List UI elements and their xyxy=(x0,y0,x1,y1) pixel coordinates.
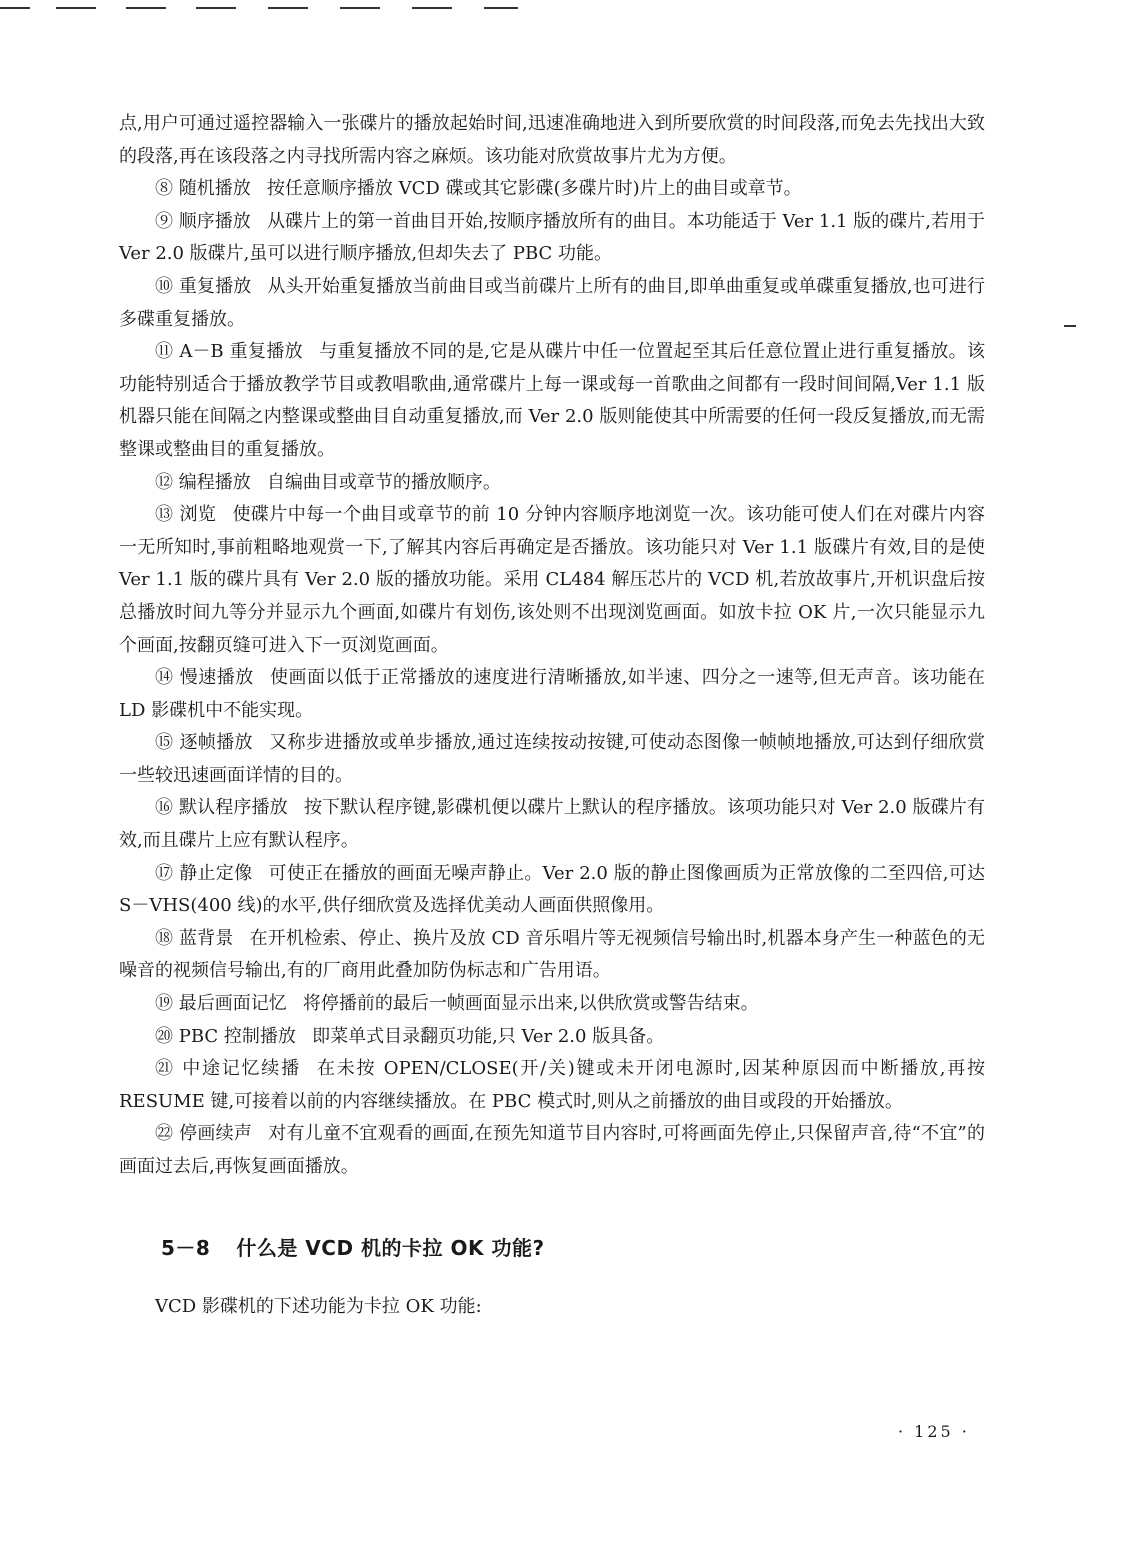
feature-item-10 xyxy=(119,271,985,336)
feature-item-8 xyxy=(119,173,985,206)
top-rule xyxy=(340,7,380,9)
section-title: 什么是 VCD 机的卡拉 OK 功能? xyxy=(236,1235,545,1260)
feature-item-head: ㉑ 中途记忆续播 xyxy=(155,1058,301,1080)
feature-item-head: ⑭ 慢速播放 xyxy=(155,667,254,689)
feature-item-14 xyxy=(119,662,985,727)
intro-paragraph: 点,用户可通过遥控器输入一张碟片的播放起始时间,迅速准确地进入到所要欣赏的时间段落,而免去先找出大致的段落,再在该段落之内寻找所需内容之麻烦。该功能对欣赏故事片尤为方便。 xyxy=(119,113,985,167)
feature-item-text: 使碟片中每一个曲目或章节的前 10 分钟内容顺序地浏览一次。该功能可使人们在对碟片内容一无所知时,事前粗略地观赏一下,了解其内容后再确定是否播放。该功能只对 Ver 1.1 版碟片有效,目的是使 Ver 1.1 版的碟片具有 Ver 2.0 版的播放功能。采用 CL484 解压芯片的 VCD 机,若放故事片,开机识盘后按总播放时间九等分并显示九个画面,如碟片有划伤,该处则不出现浏览画面。如放卡拉 OK 片,一次只能显示九个画面,按翻页缝可进入下一页浏览画面。 xyxy=(119,504,985,656)
feature-item-11 xyxy=(119,336,985,466)
top-rule xyxy=(412,7,452,9)
feature-item-19 xyxy=(119,988,985,1021)
top-rule xyxy=(56,7,96,9)
feature-item-20 xyxy=(119,1021,985,1054)
feature-item-text: 又称步进播放或单步播放,通过连续按动按键,可使动态图像一帧帧地播放,可达到仔细欣赏一些较迅速画面详情的目的。 xyxy=(119,732,985,786)
feature-item-9 xyxy=(119,206,985,271)
feature-item-text: 可使正在播放的画面无噪声静止。Ver 2.0 版的静止图像画质为正常放像的二至四倍,可达 S－VHS(400 线)的水平,供仔细欣赏及选择优美动人画面供照像用。 xyxy=(119,862,985,917)
margin-mark xyxy=(1064,325,1076,327)
feature-item-text: 与重复播放不同的是,它是从碟片中任一位置起至其后任意位置止进行重复播放。该功能特别适合于播放教学节目或教唱歌曲,通常碟片上每一课或每一首歌曲之间都有一段时间间隔,Ver 1.1 版机器只能在间隔之内整课或整曲目自动重复播放,而 Ver 2.0 版则能使其中所需要的任何一段反复播放,而无需整课或整曲目的重复播放。 xyxy=(119,341,986,460)
section-heading xyxy=(161,1232,985,1261)
feature-item-text: 将停播前的最后一帧画面显示出来,以供欣赏或警告结束。 xyxy=(302,993,759,1015)
feature-item-text: 对有儿童不宜观看的画面,在预先知道节目内容时,可将画面先停止,只保留声音,待“不宜”的画面过去后,再恢复画面播放。 xyxy=(119,1123,985,1177)
feature-item-12 xyxy=(119,467,985,500)
feature-item-16 xyxy=(119,792,985,857)
feature-item-head: ⑮ 逐帧播放 xyxy=(155,732,253,754)
feature-item-18 xyxy=(119,923,985,988)
feature-item-head: ⑱ 蓝背景 xyxy=(155,927,234,949)
feature-item-text: 从碟片上的第一首曲目开始,按顺序播放所有的曲目。本功能适于 Ver 1.1 版的碟片,若用于 Ver 2.0 版碟片,虽可以进行顺序播放,但却失去了 PBC 功能。 xyxy=(119,210,985,265)
feature-item-head: ⑨ 顺序播放 xyxy=(155,210,251,232)
feature-item-head: ⑬ 浏览 xyxy=(155,504,217,526)
top-rule xyxy=(126,7,166,9)
feature-item-text: 使画面以低于正常播放的速度进行清晰播放,如半速、四分之一速等,但无声音。该功能在 LD 影碟机中不能实现。 xyxy=(119,667,985,721)
feature-item-22 xyxy=(119,1118,985,1183)
feature-item-head: ⑪ A－B 重复播放 xyxy=(155,341,304,363)
feature-item-15 xyxy=(119,727,985,792)
page-number: · 125 · xyxy=(898,1422,970,1441)
feature-item-head: ⑲ 最后画面记忆 xyxy=(155,993,287,1015)
top-rule xyxy=(268,7,308,9)
feature-item-head: ⑫ 编程播放 xyxy=(155,471,251,493)
top-rule xyxy=(196,7,236,9)
feature-item-head: ⑳ PBC 控制播放 xyxy=(155,1025,296,1047)
feature-item-text: 按下默认程序键,影碟机便以碟片上默认的程序播放。该项功能只对 Ver 2.0 版碟片有效,而且碟片上应有默认程序。 xyxy=(119,797,985,852)
feature-item-head: ⑯ 默认程序播放 xyxy=(155,797,288,819)
feature-item-text: 自编曲目或章节的播放顺序。 xyxy=(266,471,501,493)
page-body xyxy=(119,108,985,1323)
top-rules xyxy=(0,0,1122,12)
top-rule xyxy=(484,7,518,9)
feature-item-text: 从头开始重复播放当前曲目或当前碟片上所有的曲目,即单曲重复或单碟重复播放,也可进行多碟重复播放。 xyxy=(119,275,985,330)
feature-item-21 xyxy=(119,1053,985,1118)
feature-item-head: ㉒ 停画续声 xyxy=(155,1123,253,1145)
section-intro: VCD 影碟机的下述功能为卡拉 OK 功能: xyxy=(155,1295,482,1317)
feature-item-text: 即菜单式目录翻页功能,只 Ver 2.0 版具备。 xyxy=(312,1025,665,1047)
feature-item-head: ⑩ 重复播放 xyxy=(155,275,252,297)
feature-item-text: 按任意顺序播放 VCD 碟或其它影碟(多碟片时)片上的曲目或章节。 xyxy=(266,178,802,200)
feature-item-13 xyxy=(119,499,985,662)
feature-item-17 xyxy=(119,858,985,923)
top-rule xyxy=(0,7,30,9)
section-number: 5－8 xyxy=(161,1235,211,1260)
feature-item-head: ⑰ 静止定像 xyxy=(155,862,253,884)
feature-item-text: 在未按 OPEN/CLOSE(开/关)键或未开闭电源时,因某种原因而中断播放,再按 RESUME 键,可接着以前的内容继续播放。在 PBC 模式时,则从之前播放的曲目或段的开始播放。 xyxy=(119,1058,985,1112)
feature-item-text: 在开机检索、停止、换片及放 CD 音乐唱片等无视频信号输出时,机器本身产生一种蓝色的无噪音的视频信号输出,有的厂商用此叠加防伪标志和广告用语。 xyxy=(119,927,985,982)
feature-item-head: ⑧ 随机播放 xyxy=(155,178,251,200)
